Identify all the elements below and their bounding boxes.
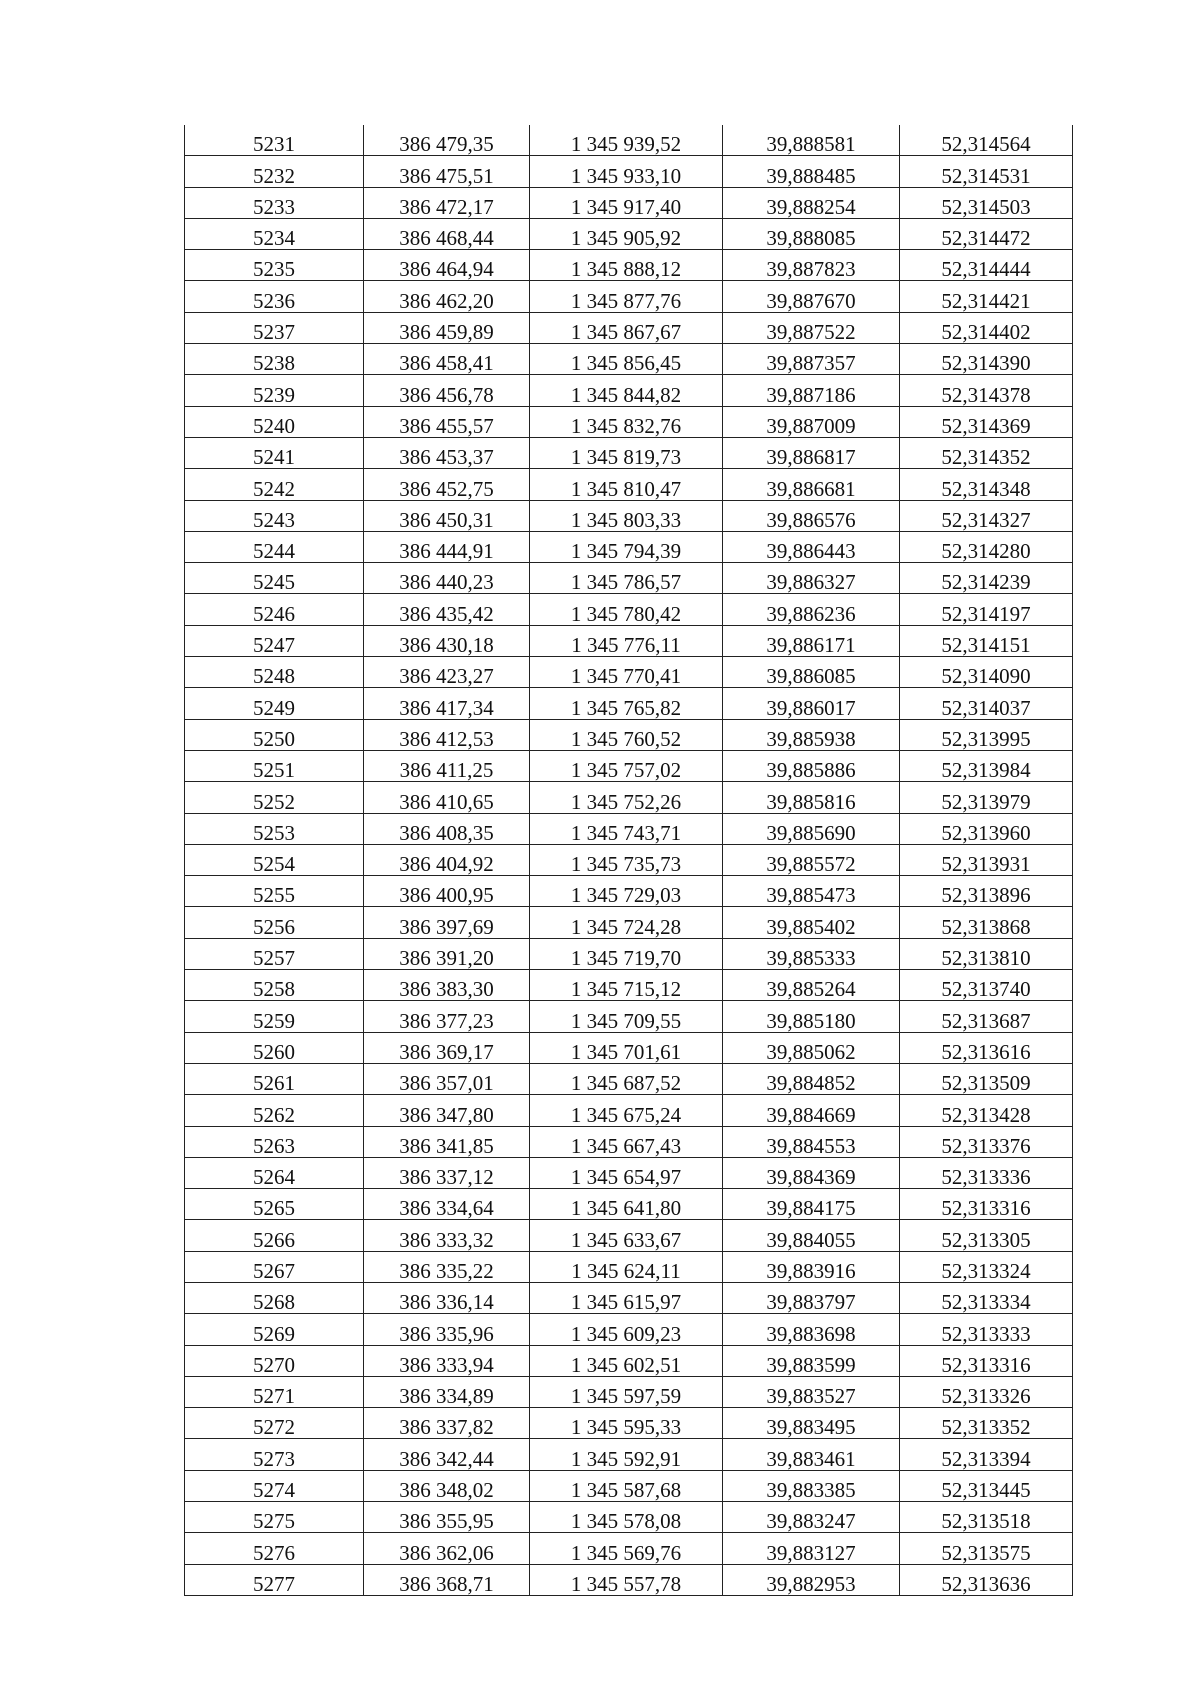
table-row xyxy=(185,344,1073,375)
y-coordinate-cell: 1 345 803,33 xyxy=(530,500,723,531)
y-coordinate-cell: 1 345 569,76 xyxy=(530,1533,723,1564)
point-number-cell: 5250 xyxy=(185,719,364,750)
y-coordinate-cell: 1 345 780,42 xyxy=(530,594,723,625)
latitude-cell: 52,313316 xyxy=(900,1189,1073,1220)
table-row xyxy=(185,1157,1073,1188)
y-coordinate-cell: 1 345 905,92 xyxy=(530,218,723,249)
table-row xyxy=(185,406,1073,437)
longitude-cell: 39,886681 xyxy=(723,469,900,500)
point-number-cell: 5254 xyxy=(185,844,364,875)
longitude-cell: 39,887186 xyxy=(723,375,900,406)
y-coordinate-cell: 1 345 933,10 xyxy=(530,156,723,187)
x-coordinate-cell: 386 458,41 xyxy=(364,344,530,375)
table-row xyxy=(185,469,1073,500)
y-coordinate-cell: 1 345 757,02 xyxy=(530,750,723,781)
latitude-cell: 52,313352 xyxy=(900,1408,1073,1439)
point-number-cell: 5275 xyxy=(185,1502,364,1533)
table-row xyxy=(185,1251,1073,1282)
y-coordinate-cell: 1 345 724,28 xyxy=(530,907,723,938)
point-number-cell: 5231 xyxy=(185,125,364,156)
point-number-cell: 5252 xyxy=(185,782,364,813)
longitude-cell: 39,883495 xyxy=(723,1408,900,1439)
point-number-cell: 5236 xyxy=(185,281,364,312)
x-coordinate-cell: 386 347,80 xyxy=(364,1095,530,1126)
point-number-cell: 5259 xyxy=(185,1001,364,1032)
y-coordinate-cell: 1 345 715,12 xyxy=(530,970,723,1001)
x-coordinate-cell: 386 456,78 xyxy=(364,375,530,406)
point-number-cell: 5270 xyxy=(185,1345,364,1376)
point-number-cell: 5269 xyxy=(185,1314,364,1345)
latitude-cell: 52,313931 xyxy=(900,844,1073,875)
longitude-cell: 39,886171 xyxy=(723,625,900,656)
table-row xyxy=(185,1220,1073,1251)
latitude-cell: 52,314369 xyxy=(900,406,1073,437)
y-coordinate-cell: 1 345 765,82 xyxy=(530,688,723,719)
x-coordinate-cell: 386 335,96 xyxy=(364,1314,530,1345)
y-coordinate-cell: 1 345 578,08 xyxy=(530,1502,723,1533)
y-coordinate-cell: 1 345 729,03 xyxy=(530,876,723,907)
x-coordinate-cell: 386 362,06 xyxy=(364,1533,530,1564)
longitude-cell: 39,885690 xyxy=(723,813,900,844)
y-coordinate-cell: 1 345 856,45 xyxy=(530,344,723,375)
point-number-cell: 5246 xyxy=(185,594,364,625)
latitude-cell: 52,313518 xyxy=(900,1502,1073,1533)
table-row xyxy=(185,1282,1073,1313)
longitude-cell: 39,887670 xyxy=(723,281,900,312)
table-row xyxy=(185,531,1073,562)
longitude-cell: 39,884175 xyxy=(723,1189,900,1220)
y-coordinate-cell: 1 345 687,52 xyxy=(530,1063,723,1094)
y-coordinate-cell: 1 345 877,76 xyxy=(530,281,723,312)
latitude-cell: 52,314151 xyxy=(900,625,1073,656)
table-row xyxy=(185,1439,1073,1470)
x-coordinate-cell: 386 412,53 xyxy=(364,719,530,750)
table-row xyxy=(185,970,1073,1001)
y-coordinate-cell: 1 345 633,67 xyxy=(530,1220,723,1251)
point-number-cell: 5258 xyxy=(185,970,364,1001)
table-row xyxy=(185,625,1073,656)
latitude-cell: 52,314564 xyxy=(900,125,1073,156)
point-number-cell: 5255 xyxy=(185,876,364,907)
table-row xyxy=(185,312,1073,343)
y-coordinate-cell: 1 345 770,41 xyxy=(530,657,723,688)
x-coordinate-cell: 386 357,01 xyxy=(364,1063,530,1094)
table-row xyxy=(185,1533,1073,1564)
y-coordinate-cell: 1 345 844,82 xyxy=(530,375,723,406)
y-coordinate-cell: 1 345 701,61 xyxy=(530,1032,723,1063)
table-row xyxy=(185,1470,1073,1501)
y-coordinate-cell: 1 345 752,26 xyxy=(530,782,723,813)
latitude-cell: 52,313324 xyxy=(900,1251,1073,1282)
longitude-cell: 39,888581 xyxy=(723,125,900,156)
longitude-cell: 39,883385 xyxy=(723,1470,900,1501)
x-coordinate-cell: 386 335,22 xyxy=(364,1251,530,1282)
latitude-cell: 52,313960 xyxy=(900,813,1073,844)
point-number-cell: 5276 xyxy=(185,1533,364,1564)
x-coordinate-cell: 386 408,35 xyxy=(364,813,530,844)
point-number-cell: 5267 xyxy=(185,1251,364,1282)
y-coordinate-cell: 1 345 776,11 xyxy=(530,625,723,656)
point-number-cell: 5238 xyxy=(185,344,364,375)
table-row xyxy=(185,281,1073,312)
latitude-cell: 52,313509 xyxy=(900,1063,1073,1094)
table-row xyxy=(185,500,1073,531)
latitude-cell: 52,313333 xyxy=(900,1314,1073,1345)
point-number-cell: 5261 xyxy=(185,1063,364,1094)
x-coordinate-cell: 386 430,18 xyxy=(364,625,530,656)
x-coordinate-cell: 386 397,69 xyxy=(364,907,530,938)
latitude-cell: 52,314390 xyxy=(900,344,1073,375)
longitude-cell: 39,886576 xyxy=(723,500,900,531)
x-coordinate-cell: 386 479,35 xyxy=(364,125,530,156)
x-coordinate-cell: 386 377,23 xyxy=(364,1001,530,1032)
y-coordinate-cell: 1 345 888,12 xyxy=(530,250,723,281)
table-row xyxy=(185,1502,1073,1533)
point-number-cell: 5251 xyxy=(185,750,364,781)
table-row xyxy=(185,187,1073,218)
table-row xyxy=(185,1001,1073,1032)
y-coordinate-cell: 1 345 867,67 xyxy=(530,312,723,343)
y-coordinate-cell: 1 345 832,76 xyxy=(530,406,723,437)
point-number-cell: 5241 xyxy=(185,437,364,468)
y-coordinate-cell: 1 345 810,47 xyxy=(530,469,723,500)
x-coordinate-cell: 386 452,75 xyxy=(364,469,530,500)
y-coordinate-cell: 1 345 667,43 xyxy=(530,1126,723,1157)
table-row xyxy=(185,1126,1073,1157)
x-coordinate-cell: 386 337,12 xyxy=(364,1157,530,1188)
latitude-cell: 52,314531 xyxy=(900,156,1073,187)
table-row xyxy=(185,1095,1073,1126)
table-row xyxy=(185,782,1073,813)
longitude-cell: 39,884852 xyxy=(723,1063,900,1094)
y-coordinate-cell: 1 345 615,97 xyxy=(530,1282,723,1313)
longitude-cell: 39,887009 xyxy=(723,406,900,437)
longitude-cell: 39,886327 xyxy=(723,563,900,594)
longitude-cell: 39,883797 xyxy=(723,1282,900,1313)
longitude-cell: 39,885938 xyxy=(723,719,900,750)
x-coordinate-cell: 386 348,02 xyxy=(364,1470,530,1501)
longitude-cell: 39,887522 xyxy=(723,312,900,343)
longitude-cell: 39,884055 xyxy=(723,1220,900,1251)
latitude-cell: 52,313376 xyxy=(900,1126,1073,1157)
table-row xyxy=(185,719,1073,750)
latitude-cell: 52,314472 xyxy=(900,218,1073,249)
table-row xyxy=(185,1564,1073,1595)
x-coordinate-cell: 386 334,64 xyxy=(364,1189,530,1220)
longitude-cell: 39,882953 xyxy=(723,1564,900,1595)
longitude-cell: 39,885886 xyxy=(723,750,900,781)
point-number-cell: 5260 xyxy=(185,1032,364,1063)
table-row xyxy=(185,938,1073,969)
coordinates-table xyxy=(184,125,1073,1596)
x-coordinate-cell: 386 341,85 xyxy=(364,1126,530,1157)
y-coordinate-cell: 1 345 641,80 xyxy=(530,1189,723,1220)
x-coordinate-cell: 386 368,71 xyxy=(364,1564,530,1595)
x-coordinate-cell: 386 462,20 xyxy=(364,281,530,312)
y-coordinate-cell: 1 345 709,55 xyxy=(530,1001,723,1032)
latitude-cell: 52,313995 xyxy=(900,719,1073,750)
latitude-cell: 52,314444 xyxy=(900,250,1073,281)
table-row xyxy=(185,375,1073,406)
latitude-cell: 52,313616 xyxy=(900,1032,1073,1063)
point-number-cell: 5271 xyxy=(185,1376,364,1407)
point-number-cell: 5277 xyxy=(185,1564,364,1595)
latitude-cell: 52,313896 xyxy=(900,876,1073,907)
longitude-cell: 39,886236 xyxy=(723,594,900,625)
x-coordinate-cell: 386 423,27 xyxy=(364,657,530,688)
latitude-cell: 52,314348 xyxy=(900,469,1073,500)
table-row xyxy=(185,657,1073,688)
longitude-cell: 39,886017 xyxy=(723,688,900,719)
longitude-cell: 39,883461 xyxy=(723,1439,900,1470)
point-number-cell: 5232 xyxy=(185,156,364,187)
point-number-cell: 5262 xyxy=(185,1095,364,1126)
x-coordinate-cell: 386 464,94 xyxy=(364,250,530,281)
x-coordinate-cell: 386 404,92 xyxy=(364,844,530,875)
longitude-cell: 39,885062 xyxy=(723,1032,900,1063)
longitude-cell: 39,885180 xyxy=(723,1001,900,1032)
point-number-cell: 5234 xyxy=(185,218,364,249)
x-coordinate-cell: 386 342,44 xyxy=(364,1439,530,1470)
x-coordinate-cell: 386 336,14 xyxy=(364,1282,530,1313)
latitude-cell: 52,313740 xyxy=(900,970,1073,1001)
table-row xyxy=(185,594,1073,625)
longitude-cell: 39,885264 xyxy=(723,970,900,1001)
y-coordinate-cell: 1 345 597,59 xyxy=(530,1376,723,1407)
longitude-cell: 39,888254 xyxy=(723,187,900,218)
longitude-cell: 39,883599 xyxy=(723,1345,900,1376)
x-coordinate-cell: 386 369,17 xyxy=(364,1032,530,1063)
y-coordinate-cell: 1 345 786,57 xyxy=(530,563,723,594)
point-number-cell: 5237 xyxy=(185,312,364,343)
coordinates-table-body xyxy=(185,125,1073,1595)
x-coordinate-cell: 386 355,95 xyxy=(364,1502,530,1533)
x-coordinate-cell: 386 417,34 xyxy=(364,688,530,719)
table-row xyxy=(185,1063,1073,1094)
latitude-cell: 52,314352 xyxy=(900,437,1073,468)
table-row xyxy=(185,750,1073,781)
latitude-cell: 52,313326 xyxy=(900,1376,1073,1407)
y-coordinate-cell: 1 345 557,78 xyxy=(530,1564,723,1595)
point-number-cell: 5243 xyxy=(185,500,364,531)
latitude-cell: 52,313394 xyxy=(900,1439,1073,1470)
longitude-cell: 39,883527 xyxy=(723,1376,900,1407)
table-row xyxy=(185,1189,1073,1220)
y-coordinate-cell: 1 345 609,23 xyxy=(530,1314,723,1345)
longitude-cell: 39,888485 xyxy=(723,156,900,187)
latitude-cell: 52,313445 xyxy=(900,1470,1073,1501)
x-coordinate-cell: 386 468,44 xyxy=(364,218,530,249)
x-coordinate-cell: 386 459,89 xyxy=(364,312,530,343)
table-row xyxy=(185,844,1073,875)
longitude-cell: 39,886443 xyxy=(723,531,900,562)
point-number-cell: 5257 xyxy=(185,938,364,969)
point-number-cell: 5233 xyxy=(185,187,364,218)
table-row xyxy=(185,813,1073,844)
latitude-cell: 52,314402 xyxy=(900,312,1073,343)
latitude-cell: 52,313636 xyxy=(900,1564,1073,1595)
x-coordinate-cell: 386 435,42 xyxy=(364,594,530,625)
latitude-cell: 52,313334 xyxy=(900,1282,1073,1313)
y-coordinate-cell: 1 345 587,68 xyxy=(530,1470,723,1501)
point-number-cell: 5264 xyxy=(185,1157,364,1188)
longitude-cell: 39,886817 xyxy=(723,437,900,468)
y-coordinate-cell: 1 345 602,51 xyxy=(530,1345,723,1376)
y-coordinate-cell: 1 345 675,24 xyxy=(530,1095,723,1126)
point-number-cell: 5248 xyxy=(185,657,364,688)
point-number-cell: 5263 xyxy=(185,1126,364,1157)
point-number-cell: 5268 xyxy=(185,1282,364,1313)
x-coordinate-cell: 386 411,25 xyxy=(364,750,530,781)
x-coordinate-cell: 386 334,89 xyxy=(364,1376,530,1407)
longitude-cell: 39,883247 xyxy=(723,1502,900,1533)
latitude-cell: 52,313810 xyxy=(900,938,1073,969)
x-coordinate-cell: 386 455,57 xyxy=(364,406,530,437)
table-row xyxy=(185,1408,1073,1439)
x-coordinate-cell: 386 453,37 xyxy=(364,437,530,468)
table-row xyxy=(185,156,1073,187)
latitude-cell: 52,314503 xyxy=(900,187,1073,218)
latitude-cell: 52,314327 xyxy=(900,500,1073,531)
latitude-cell: 52,313316 xyxy=(900,1345,1073,1376)
longitude-cell: 39,885402 xyxy=(723,907,900,938)
y-coordinate-cell: 1 345 719,70 xyxy=(530,938,723,969)
longitude-cell: 39,887357 xyxy=(723,344,900,375)
longitude-cell: 39,884669 xyxy=(723,1095,900,1126)
latitude-cell: 52,314037 xyxy=(900,688,1073,719)
longitude-cell: 39,885333 xyxy=(723,938,900,969)
point-number-cell: 5273 xyxy=(185,1439,364,1470)
y-coordinate-cell: 1 345 819,73 xyxy=(530,437,723,468)
longitude-cell: 39,888085 xyxy=(723,218,900,249)
point-number-cell: 5249 xyxy=(185,688,364,719)
point-number-cell: 5240 xyxy=(185,406,364,437)
x-coordinate-cell: 386 333,94 xyxy=(364,1345,530,1376)
x-coordinate-cell: 386 440,23 xyxy=(364,563,530,594)
longitude-cell: 39,884553 xyxy=(723,1126,900,1157)
table-row xyxy=(185,563,1073,594)
longitude-cell: 39,884369 xyxy=(723,1157,900,1188)
latitude-cell: 52,313305 xyxy=(900,1220,1073,1251)
latitude-cell: 52,314239 xyxy=(900,563,1073,594)
table-row xyxy=(185,907,1073,938)
y-coordinate-cell: 1 345 735,73 xyxy=(530,844,723,875)
latitude-cell: 52,314421 xyxy=(900,281,1073,312)
longitude-cell: 39,883698 xyxy=(723,1314,900,1345)
y-coordinate-cell: 1 345 743,71 xyxy=(530,813,723,844)
point-number-cell: 5245 xyxy=(185,563,364,594)
x-coordinate-cell: 386 383,30 xyxy=(364,970,530,1001)
longitude-cell: 39,886085 xyxy=(723,657,900,688)
latitude-cell: 52,313428 xyxy=(900,1095,1073,1126)
latitude-cell: 52,313336 xyxy=(900,1157,1073,1188)
table-row xyxy=(185,876,1073,907)
table-row xyxy=(185,437,1073,468)
x-coordinate-cell: 386 400,95 xyxy=(364,876,530,907)
table-row xyxy=(185,1032,1073,1063)
table-row xyxy=(185,1345,1073,1376)
latitude-cell: 52,313868 xyxy=(900,907,1073,938)
latitude-cell: 52,313984 xyxy=(900,750,1073,781)
table-row xyxy=(185,1314,1073,1345)
latitude-cell: 52,314090 xyxy=(900,657,1073,688)
latitude-cell: 52,314280 xyxy=(900,531,1073,562)
table-row xyxy=(185,250,1073,281)
table-row xyxy=(185,125,1073,156)
latitude-cell: 52,313687 xyxy=(900,1001,1073,1032)
table-row xyxy=(185,218,1073,249)
point-number-cell: 5239 xyxy=(185,375,364,406)
x-coordinate-cell: 386 410,65 xyxy=(364,782,530,813)
x-coordinate-cell: 386 475,51 xyxy=(364,156,530,187)
point-number-cell: 5235 xyxy=(185,250,364,281)
x-coordinate-cell: 386 472,17 xyxy=(364,187,530,218)
point-number-cell: 5272 xyxy=(185,1408,364,1439)
y-coordinate-cell: 1 345 595,33 xyxy=(530,1408,723,1439)
x-coordinate-cell: 386 391,20 xyxy=(364,938,530,969)
table-row xyxy=(185,1376,1073,1407)
longitude-cell: 39,883127 xyxy=(723,1533,900,1564)
x-coordinate-cell: 386 450,31 xyxy=(364,500,530,531)
longitude-cell: 39,885473 xyxy=(723,876,900,907)
longitude-cell: 39,883916 xyxy=(723,1251,900,1282)
y-coordinate-cell: 1 345 917,40 xyxy=(530,187,723,218)
point-number-cell: 5242 xyxy=(185,469,364,500)
y-coordinate-cell: 1 345 624,11 xyxy=(530,1251,723,1282)
latitude-cell: 52,314378 xyxy=(900,375,1073,406)
x-coordinate-cell: 386 333,32 xyxy=(364,1220,530,1251)
y-coordinate-cell: 1 345 794,39 xyxy=(530,531,723,562)
y-coordinate-cell: 1 345 939,52 xyxy=(530,125,723,156)
latitude-cell: 52,314197 xyxy=(900,594,1073,625)
longitude-cell: 39,887823 xyxy=(723,250,900,281)
y-coordinate-cell: 1 345 760,52 xyxy=(530,719,723,750)
x-coordinate-cell: 386 444,91 xyxy=(364,531,530,562)
longitude-cell: 39,885816 xyxy=(723,782,900,813)
longitude-cell: 39,885572 xyxy=(723,844,900,875)
table-row xyxy=(185,688,1073,719)
point-number-cell: 5274 xyxy=(185,1470,364,1501)
latitude-cell: 52,313575 xyxy=(900,1533,1073,1564)
point-number-cell: 5256 xyxy=(185,907,364,938)
point-number-cell: 5247 xyxy=(185,625,364,656)
point-number-cell: 5265 xyxy=(185,1189,364,1220)
point-number-cell: 5266 xyxy=(185,1220,364,1251)
y-coordinate-cell: 1 345 654,97 xyxy=(530,1157,723,1188)
latitude-cell: 52,313979 xyxy=(900,782,1073,813)
y-coordinate-cell: 1 345 592,91 xyxy=(530,1439,723,1470)
point-number-cell: 5253 xyxy=(185,813,364,844)
x-coordinate-cell: 386 337,82 xyxy=(364,1408,530,1439)
point-number-cell: 5244 xyxy=(185,531,364,562)
